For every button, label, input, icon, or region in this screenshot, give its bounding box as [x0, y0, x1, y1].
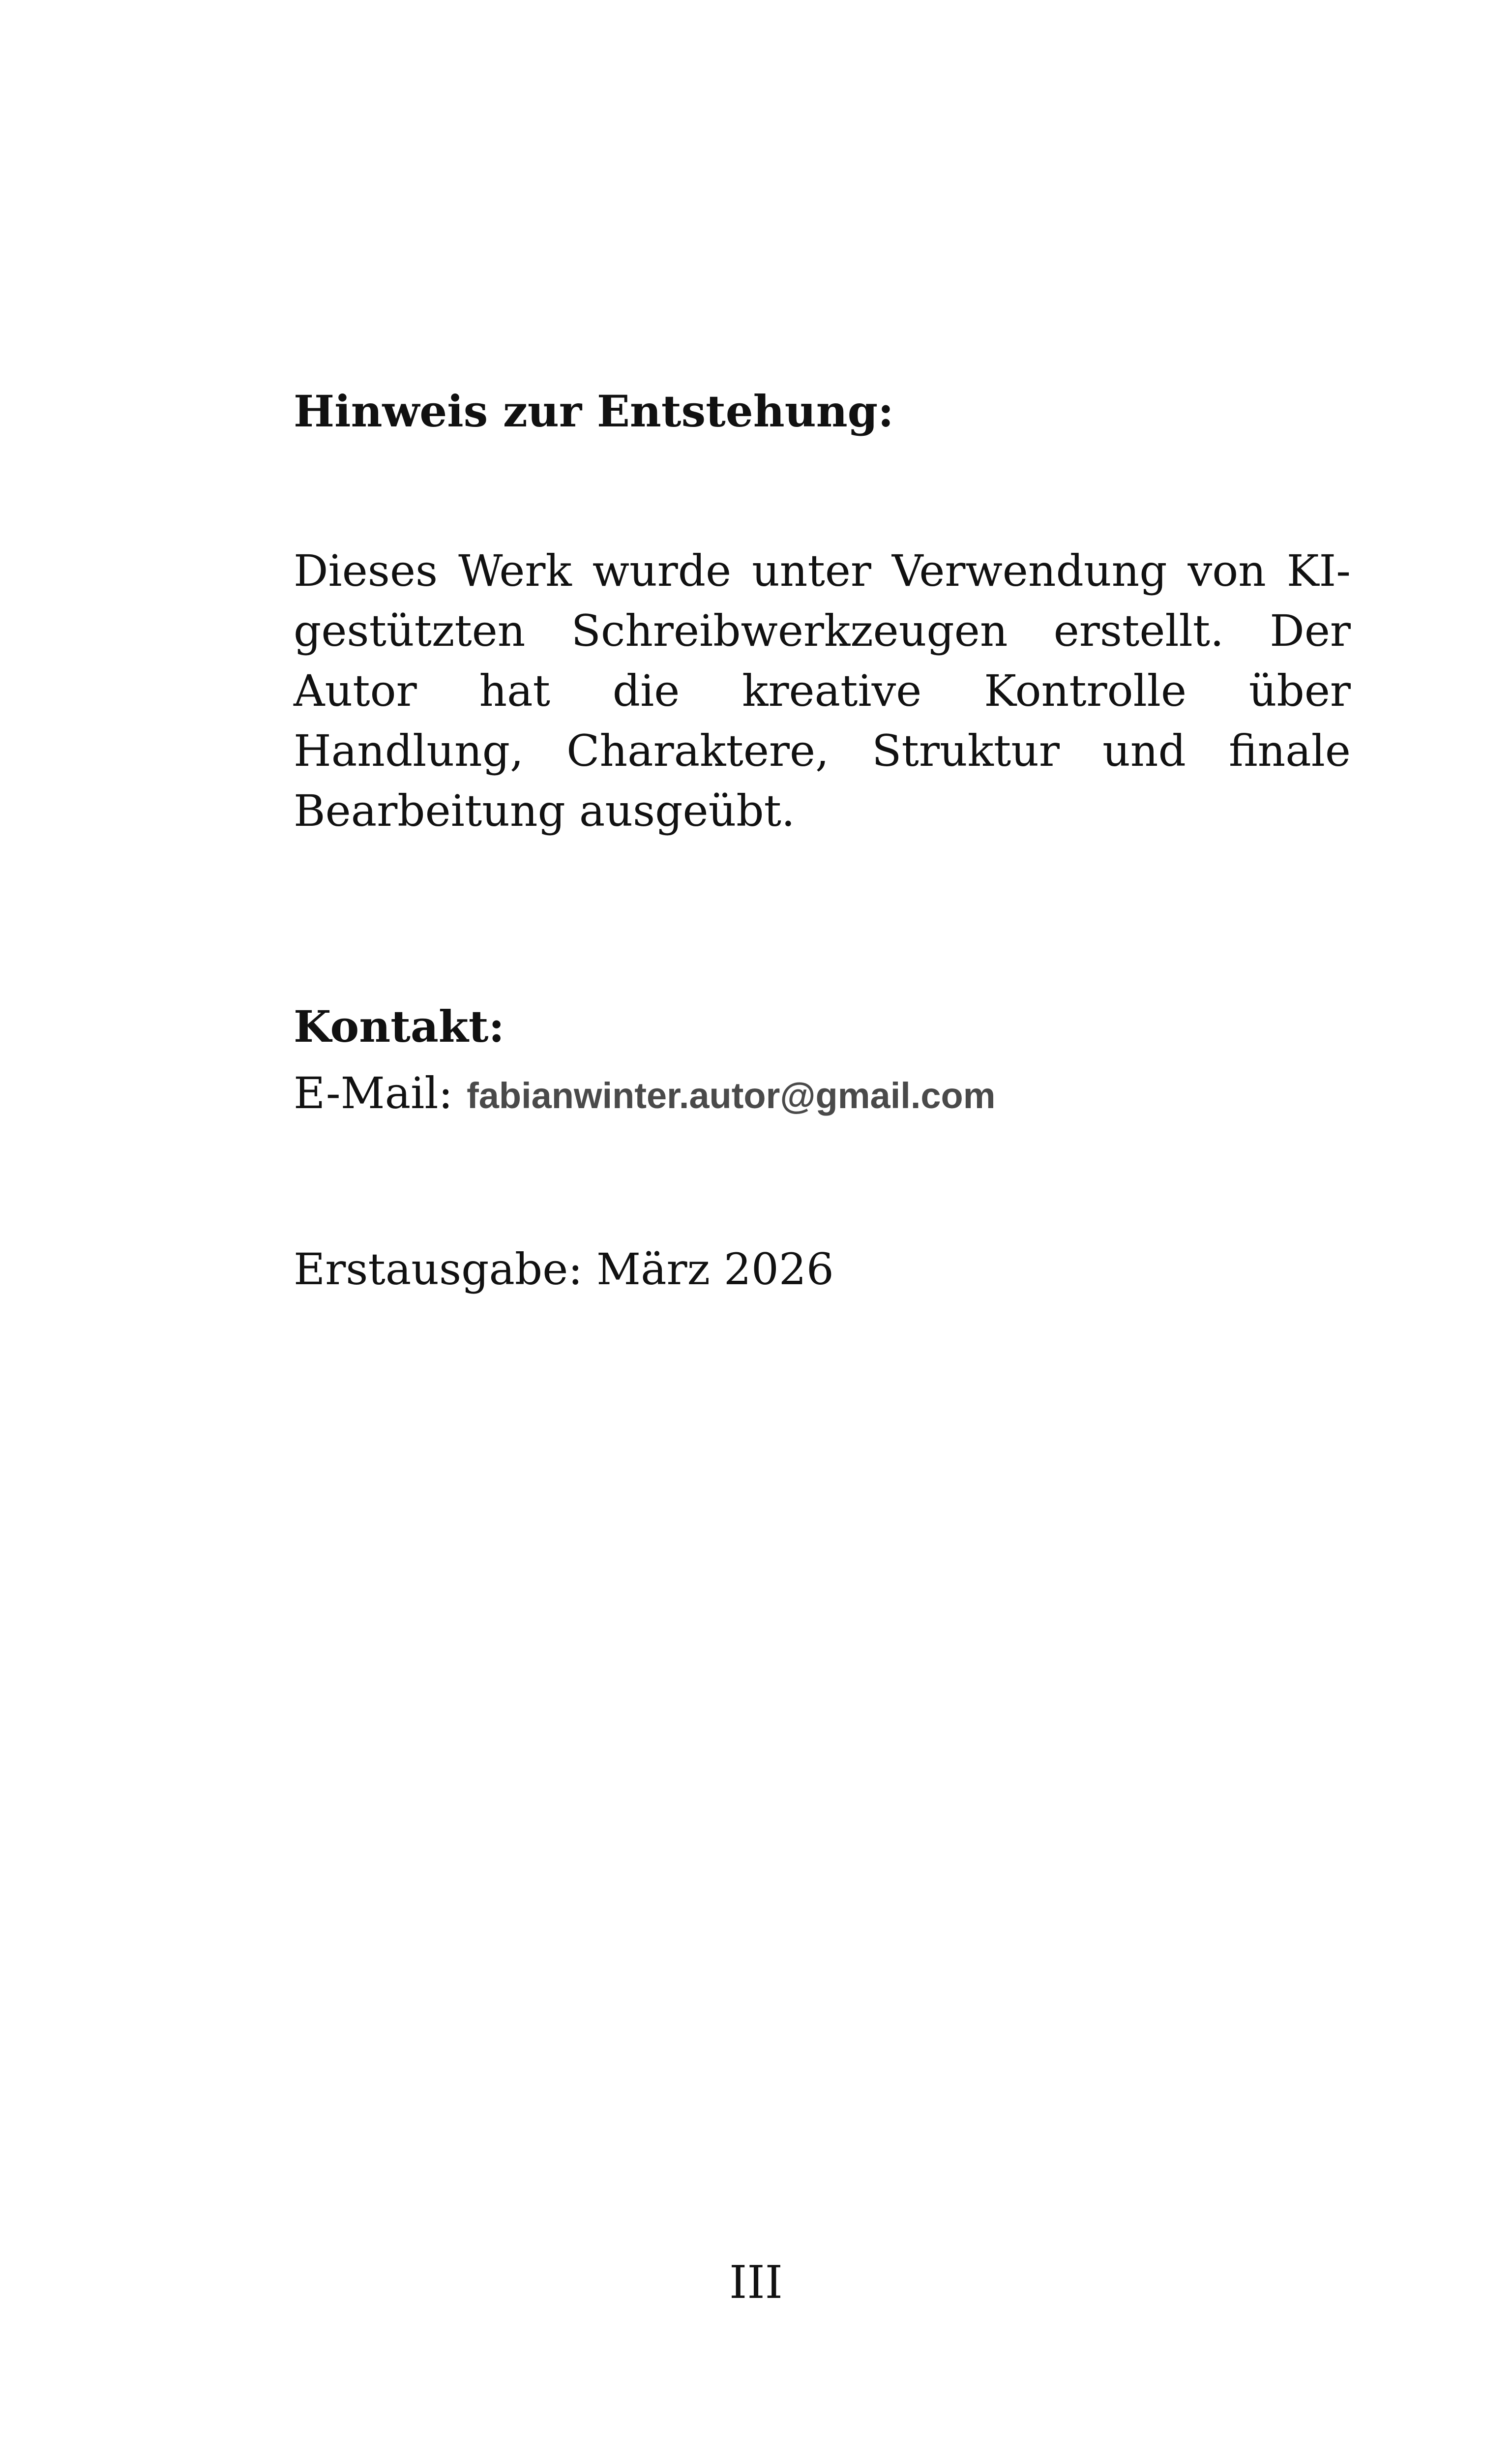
notice-body: Dieses Werk wurde unter Verwendung von KI-gestützten Schreibwerkzeugen erstellt. Der Autor hat die kreative Kontrolle über Handlung, Charaktere, Struktur und finale Bearbeitung ausgeübt. — [294, 545, 1351, 836]
email-address[interactable]: fabianwinter.autor@gmail.com — [467, 1075, 996, 1116]
email-line — [294, 1063, 1351, 1126]
notice-heading: Hinweis zur Entstehung: — [294, 386, 894, 437]
page-number: III — [729, 2256, 783, 2309]
edition-line: Erstausgabe: März 2026 — [294, 1244, 834, 1295]
contact-heading: Kontakt: — [294, 1001, 504, 1052]
email-label: E-Mail: — [294, 1068, 467, 1118]
